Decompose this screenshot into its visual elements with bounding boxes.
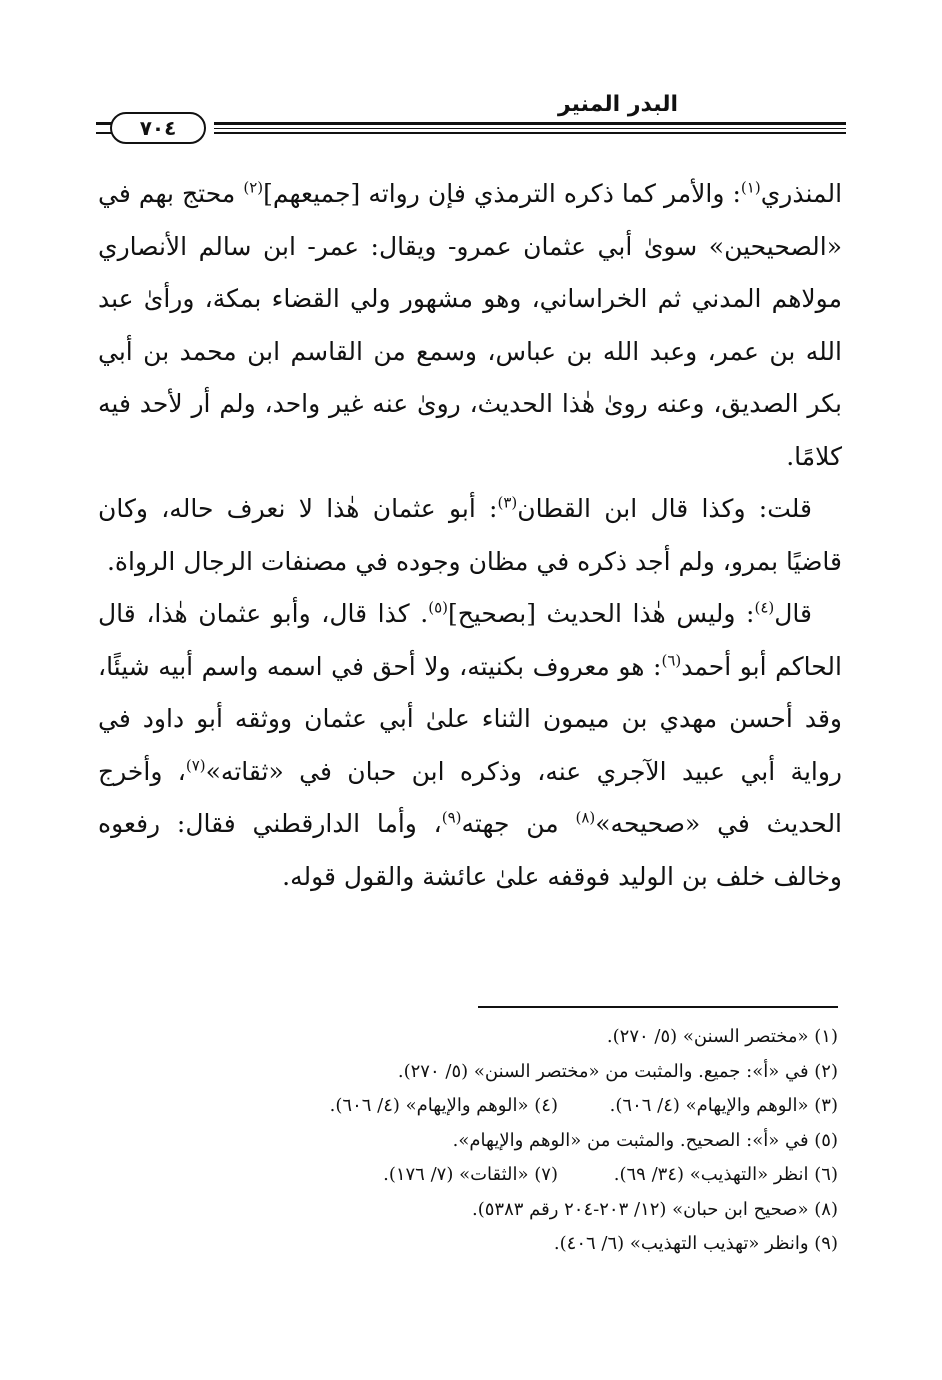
footnote-entry: (٣) «الوهم والإيهام» (٤/ ٦٠٦).	[609, 1095, 838, 1116]
footnote-marker[interactable]: (١)	[740, 178, 761, 197]
footnote-marker[interactable]: (٣)	[497, 493, 518, 512]
footnote-entry: (٧) «الثقات» (٧/ ١٧٦).	[383, 1164, 558, 1185]
main-text	[98, 168, 842, 903]
footnote-line	[98, 1158, 838, 1193]
header-rule-inner	[214, 128, 846, 129]
footnote-marker[interactable]: (٧)	[185, 756, 206, 775]
body-text-segment: المنذري	[760, 179, 843, 208]
footnote-marker[interactable]: (٥)	[428, 598, 448, 617]
footnote-entry: (٢) في «أ»: جميع. والمثبت من «مختصر السنن» (٥/ ٢٧٠).	[397, 1060, 838, 1082]
footnote-line	[98, 1193, 838, 1228]
body-text-segment: قال	[774, 599, 812, 628]
page-number: ٧٠٤	[110, 112, 206, 144]
body-text-segment: ، وأما الدارقطني فقال: رفعوه وخالف خلف بن الوليد فوقفه علىٰ عائشة والقول قوله.	[98, 809, 842, 891]
footnote-line	[98, 1227, 838, 1262]
body-text-segment: ، وأخرج الحديث في «صحيحه»	[98, 756, 843, 838]
footnote-line	[98, 1055, 838, 1090]
footnote-line	[98, 1020, 838, 1055]
footnote-entry: (٤) «الوهم والإيهام» (٤/ ٦٠٦).	[329, 1095, 558, 1116]
body-text-segment: محتج بهم في «الصحيحين» سوىٰ أبي عثمان عمرو- ويقال: عمر- ابن سالم الأنصاري مولاهم المدني ثم الخراساني، وهو مشهور ولي القضاء بمكة، ورأىٰ عبد الله بن عمر، وعبد الله بن عباس، وسمع من القاسم ابن محمد بن أبي بكر الصديق، وعنه روىٰ هٰذا الحديث، روىٰ عنه غير واحد، ولم أر لأحد فيه كلامًا.	[98, 179, 842, 471]
body-text-segment: : وليس هٰذا الحديث [بصحيح]	[447, 599, 755, 628]
footnote-entry: (٨) «صحيح ابن حبان» (١٢/ ٢٠٣-٢٠٤ رقم ٥٣٨٣).	[471, 1198, 838, 1220]
body-paragraph	[98, 168, 842, 483]
body-paragraph	[98, 588, 842, 903]
body-text-segment: : هو معروف بكنيته، ولا أحق في اسمه واسم أبيه شيئًا، وقد أحسن مهدي بن ميمون الثناء علىٰ أبي عثمان ووثقه أبو داود في رواية أبي عبيد الآجري عنه، وذكره ابن حبان في «ثقاته»	[98, 651, 843, 786]
footnote-marker[interactable]: (٨)	[575, 808, 596, 827]
footnote-line	[98, 1089, 838, 1124]
body-text-segment: قلت: وكذا قال ابن القطان	[517, 494, 813, 523]
footnote-marker[interactable]: (٤)	[754, 598, 775, 617]
footnote-entry: (١) «مختصر السنن» (٥/ ٢٧٠).	[606, 1026, 838, 1047]
body-text-segment: من جهته	[461, 809, 576, 838]
body-text-segment: : والأمر كما ذكره الترمذي فإن رواته [جميعهم]	[263, 179, 741, 208]
body-text-segment: : أبو عثمان هٰذا لا نعرف حاله، وكان قاضيًا بمرو، ولم أجد ذكره في مظان وجوده في مصنفات الرجال الرواة.	[98, 494, 842, 576]
footnote-separator	[478, 1006, 838, 1008]
footnote-line	[98, 1124, 838, 1159]
footnote-entry: (٥) في «أ»: الصحيح. والمثبت من «الوهم والإيهام».	[452, 1129, 838, 1151]
body-text-segment: . كذا قال، وأبو عثمان هٰذا، قال الحاكم أبو أحمد	[98, 599, 842, 681]
footnote-entry: (٩) وانظر «تهذيب التهذيب» (٦/ ٤٠٦).	[553, 1233, 838, 1254]
header-double-rule	[214, 122, 846, 134]
page-header	[96, 92, 846, 152]
body-paragraph	[98, 483, 842, 588]
running-title: البدر المنير	[557, 92, 678, 117]
footnote-marker[interactable]: (٢)	[243, 178, 264, 197]
footnote-marker[interactable]: (٩)	[441, 808, 462, 827]
footnote-marker[interactable]: (٦)	[661, 651, 682, 670]
footnotes	[98, 1020, 838, 1262]
footnote-entry: (٦) انظر «التهذيب» (٣٤/ ٦٩).	[613, 1164, 838, 1185]
